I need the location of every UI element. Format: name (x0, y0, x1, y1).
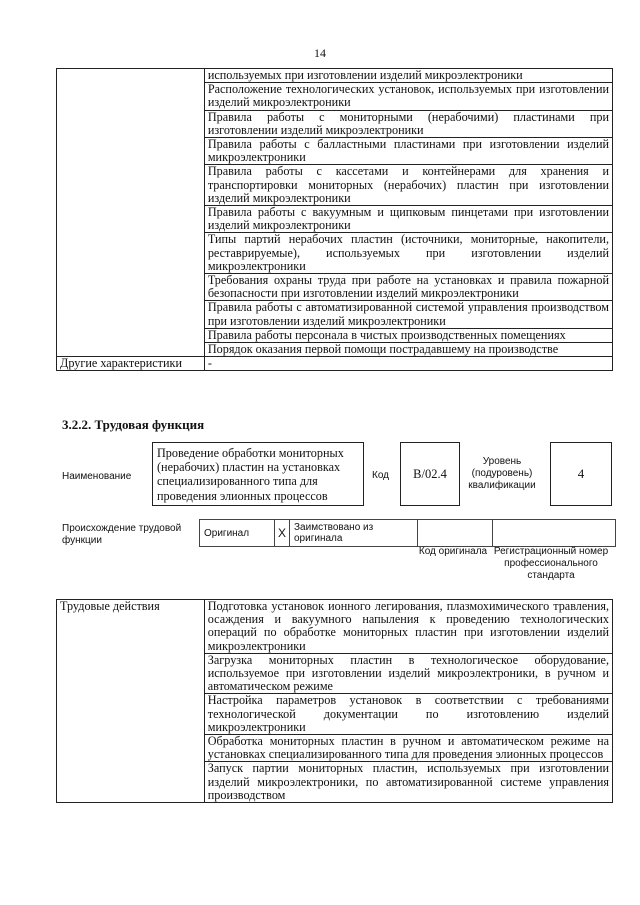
actions-label: Трудовые действия (57, 600, 205, 803)
table-cell: Правила работы с вакуумным и щипковым пинцетами при изготовлении изделий микроэлектроники (204, 206, 612, 233)
table-cell: используемых при изготовлении изделий микроэлектроники (204, 69, 612, 83)
actions-table (56, 599, 613, 803)
table-row (57, 69, 613, 83)
table-cell: Требования охраны труда при работе на установках и правила пожарной безопасности при изготовлении изделий микроэлектроники (204, 274, 612, 301)
table-cell: Настройка параметров установок в соответствии с требованиями технологической документации по изготовлению изделий микроэлектроники (204, 694, 612, 735)
other-characteristics-value: - (204, 357, 612, 371)
code-label: Код (372, 470, 390, 481)
table-cell: Правила работы персонала в чистых производственных помещениях (204, 328, 612, 342)
table-cell: Запуск партии мониторных пластин, используемых при изготовлении изделий микроэлектроники, по автоматизированной системе управления производством (204, 762, 612, 803)
table-left-cell (57, 69, 205, 357)
origin-reg-cell (493, 520, 616, 547)
table-cell: Порядок оказания первой помощи пострадавшему на производстве (204, 343, 612, 357)
borrowed-label: Заимствовано из оригинала (290, 520, 418, 547)
original-label: Оригинал (200, 520, 275, 547)
table-cell: Правила работы с балластными пластинами при изготовлении изделий микроэлектроники (204, 138, 612, 165)
table-cell: Правила работы с мониторными (нерабочими) пластинами при изготовлении изделий микроэлектроники (204, 110, 612, 137)
table-cell: Загрузка мониторных пластин в технологическое оборудование, используемое при изготовлении изделий микроэлектроники, в ручном и автоматическом режиме (204, 653, 612, 694)
qualification-level-box: 4 (550, 442, 612, 506)
original-mark: X (275, 520, 290, 547)
origin-table (199, 519, 616, 547)
table-cell: Расположение технологических установок, используемых при изготовлении изделий микроэлектроники (204, 83, 612, 110)
table-cell: Подготовка установок ионного легирования, плазмохимического травления, осаждения и вакуумного напыления к проведению технологических операций по обработке мониторных пластин при изготовлении изделий микроэлектроники (204, 600, 612, 654)
section-title: 3.2.2. Трудовая функция (62, 417, 205, 432)
function-code-box: B/02.4 (400, 442, 460, 506)
table-cell: Типы партий нерабочих пластин (источники, мониторные, накопители, реставрируемые), используемых при изготовлении изделий микроэлектроники (204, 233, 612, 274)
original-code-caption: Код оригинала (418, 546, 488, 557)
knowledge-table (56, 68, 613, 371)
qualification-level-label: Уровень (подуровень) квалификации (468, 456, 536, 491)
origin-label: Происхождение трудовой функции (62, 523, 182, 546)
table-row (57, 357, 613, 371)
origin-code-cell (418, 520, 493, 547)
other-characteristics-label: Другие характеристики (57, 357, 205, 371)
table-cell: Правила работы с кассетами и контейнерами для хранения и транспортировки мониторных (нерабочих) пластин при изготовлении изделий микроэлектроники (204, 165, 612, 206)
table-row (57, 600, 613, 654)
registration-number-caption: Регистрационный номер профессионального стандарта (493, 546, 609, 581)
table-cell: Правила работы с автоматизированной системой управления производством при изготовлении изделий микроэлектроники (204, 301, 612, 328)
function-name-box: Проведение обработки мониторных (нерабочих) пластин на установках специализированного типа для проведения элионных процессов (152, 442, 364, 506)
name-label: Наименование (62, 471, 132, 482)
page-number: 14 (314, 46, 326, 60)
table-cell: Обработка мониторных пластин в ручном и автоматическом режиме на установках специализированного типа для проведения элионных процессов (204, 735, 612, 762)
